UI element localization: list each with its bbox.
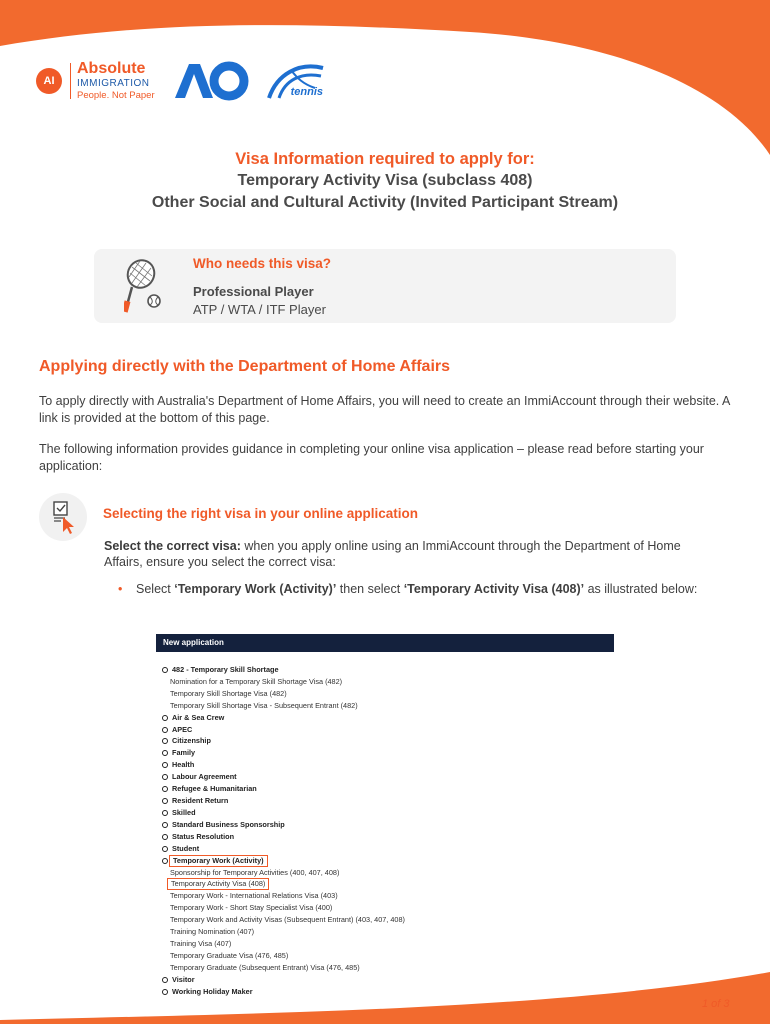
visa-label: Temporary Work and Activity Visas (Subsequent Entrant) (403, 407, 408) — [170, 915, 405, 925]
visa-category-row — [156, 807, 614, 819]
expand-circle-icon — [162, 774, 168, 780]
expand-circle-icon — [162, 762, 168, 768]
visa-label: Standard Business Sponsorship — [172, 819, 285, 829]
visa-category-row — [156, 819, 614, 831]
visa-subtype-row — [156, 688, 614, 700]
expand-circle-icon — [162, 738, 168, 744]
expand-circle-icon — [162, 822, 168, 828]
visa-category-list — [156, 652, 614, 998]
who-needs-heading: Who needs this visa? — [193, 256, 332, 271]
visa-subtype-row — [156, 962, 614, 974]
absolute-immigration-logo — [77, 61, 155, 101]
visa-label: Nomination for a Temporary Skill Shortage Visa (482) — [170, 676, 343, 686]
visa-label: Training Nomination (407) — [170, 927, 255, 937]
logo-divider — [70, 63, 71, 99]
expand-circle-icon — [162, 834, 168, 840]
visa-subtype-row — [156, 950, 614, 962]
visa-label: Training Visa (407) — [170, 939, 232, 949]
bullet-temporary-activity: ‘Temporary Activity Visa (408)’ — [403, 582, 585, 596]
visa-label: Visitor — [172, 974, 195, 984]
expand-circle-icon — [162, 727, 168, 733]
visa-label: Temporary Graduate (Subsequent Entrant) Visa (476, 485) — [170, 962, 360, 972]
visa-subtype-row — [156, 676, 614, 688]
expand-circle-icon — [162, 846, 168, 852]
visa-category-row — [156, 855, 614, 867]
highlighted-visa-label: Temporary Work (Activity) — [169, 855, 268, 867]
expand-circle-icon — [162, 989, 168, 995]
visa-subtype-row — [156, 914, 614, 926]
visa-category-row — [156, 771, 614, 783]
visa-label: Temporary Work - International Relations Visa (403) — [170, 891, 338, 901]
logo-line-2: IMMIGRATION — [77, 78, 150, 90]
visa-subtype-row — [156, 867, 614, 879]
bullet-post: as illustrated below: — [584, 582, 698, 596]
visa-label: Health — [172, 760, 195, 770]
expand-circle-icon — [162, 798, 168, 804]
visa-category-row — [156, 759, 614, 771]
bullet-pre: Select — [136, 582, 175, 596]
bullet-temporary-work: ‘Temporary Work (Activity)’ — [174, 582, 337, 596]
bullet-dot: • — [118, 582, 123, 596]
visa-category-row — [156, 735, 614, 747]
professional-player-label: Professional Player — [193, 284, 314, 299]
select-correct-visa-paragraph — [104, 538, 714, 570]
visa-label: Sponsorship for Temporary Activities (400, 407, 408) — [170, 867, 340, 877]
logo-line-1: Absolute — [77, 60, 146, 78]
applying-directly-heading: Applying directly with the Department of Home Affairs — [39, 358, 451, 375]
australian-open-logo-icon — [173, 61, 249, 101]
expand-circle-icon — [162, 667, 168, 673]
who-needs-visa-box — [94, 249, 676, 323]
expand-circle-icon — [162, 810, 168, 816]
expand-circle-icon — [162, 858, 168, 864]
visa-label: Citizenship — [172, 736, 211, 746]
visa-label: Status Resolution — [172, 831, 235, 841]
visa-category-row — [156, 986, 614, 998]
visa-category-row — [156, 664, 614, 676]
immiaccount-paragraph: To apply directly with Australia's Department of Home Affairs, you will need to create an ImmiAccount through their website. A link is provided at the bottom of this page. — [39, 394, 730, 425]
visa-label: Temporary Skill Shortage Visa - Subsequent Entrant (482) — [170, 700, 358, 710]
visa-category-row — [156, 724, 614, 736]
visa-label: Working Holiday Maker — [172, 986, 253, 996]
logo-line-3: People. Not Paper — [77, 90, 155, 102]
guidance-paragraph: The following information provides guidance in completing your online visa application – please read before starting your application: — [39, 442, 704, 473]
visa-category-row — [156, 783, 614, 795]
new-application-screenshot — [156, 634, 614, 998]
absolute-immigration-badge: AI — [36, 68, 62, 94]
visa-subtype-row — [156, 902, 614, 914]
select-correct-visa-label: Select the correct visa: — [104, 539, 241, 553]
visa-label: Student — [172, 843, 200, 853]
visa-subtype-row — [156, 700, 614, 712]
document-title — [0, 148, 770, 214]
highlighted-visa-label: Temporary Activity Visa (408) — [167, 878, 269, 890]
visa-label: Refugee & Humanitarian — [172, 784, 257, 794]
bullet-mid: then select — [336, 582, 404, 596]
checklist-cursor-icon — [39, 493, 87, 541]
visa-category-row — [156, 831, 614, 843]
select-correct-visa-text: when you apply online using an ImmiAccount through the Department of Home Affairs, ensure you select the correct visa: — [104, 539, 681, 569]
visa-category-row — [156, 712, 614, 724]
title-line-1: Visa Information required to apply for: — [235, 150, 535, 168]
title-line-3: Other Social and Cultural Activity (Invited Participant Stream) — [151, 194, 619, 211]
selecting-visa-heading: Selecting the right visa in your online application — [103, 506, 419, 521]
visa-label: Temporary Skill Shortage Visa (482) — [170, 688, 287, 698]
visa-subtype-row — [156, 938, 614, 950]
visa-subtype-row — [156, 926, 614, 938]
bullet-item — [118, 581, 698, 597]
visa-label: Temporary Graduate Visa (476, 485) — [170, 950, 289, 960]
visa-label: 482 - Temporary Skill Shortage — [172, 665, 279, 674]
tennis-racket-icon — [124, 257, 166, 315]
page-number: 1 of 3 — [702, 998, 730, 1010]
visa-label: Air & Sea Crew — [172, 712, 225, 722]
visa-category-row — [156, 843, 614, 855]
visa-label: Family — [172, 748, 196, 758]
visa-label: Labour Agreement — [172, 772, 237, 782]
new-application-header: New application — [156, 634, 614, 652]
visa-label: Resident Return — [172, 795, 229, 805]
visa-category-row — [156, 974, 614, 986]
visa-label: Skilled — [172, 807, 196, 817]
tennis-wordmark: tennis — [290, 86, 324, 98]
header-logos — [36, 56, 333, 106]
title-line-2: Temporary Activity Visa (subclass 408) — [237, 172, 533, 189]
expand-circle-icon — [162, 750, 168, 756]
visa-label: APEC — [172, 724, 193, 734]
tennis-australia-logo — [263, 58, 333, 104]
visa-subtype-row — [156, 890, 614, 902]
expand-circle-icon — [162, 977, 168, 983]
visa-category-row — [156, 795, 614, 807]
visa-category-row — [156, 747, 614, 759]
visa-label: Temporary Work - Short Stay Specialist Visa (400) — [170, 903, 333, 913]
checklist-badge — [39, 493, 87, 541]
visa-subtype-row — [156, 878, 614, 890]
player-tour-label: ATP / WTA / ITF Player — [193, 302, 326, 317]
expand-circle-icon — [162, 786, 168, 792]
expand-circle-icon — [162, 715, 168, 721]
